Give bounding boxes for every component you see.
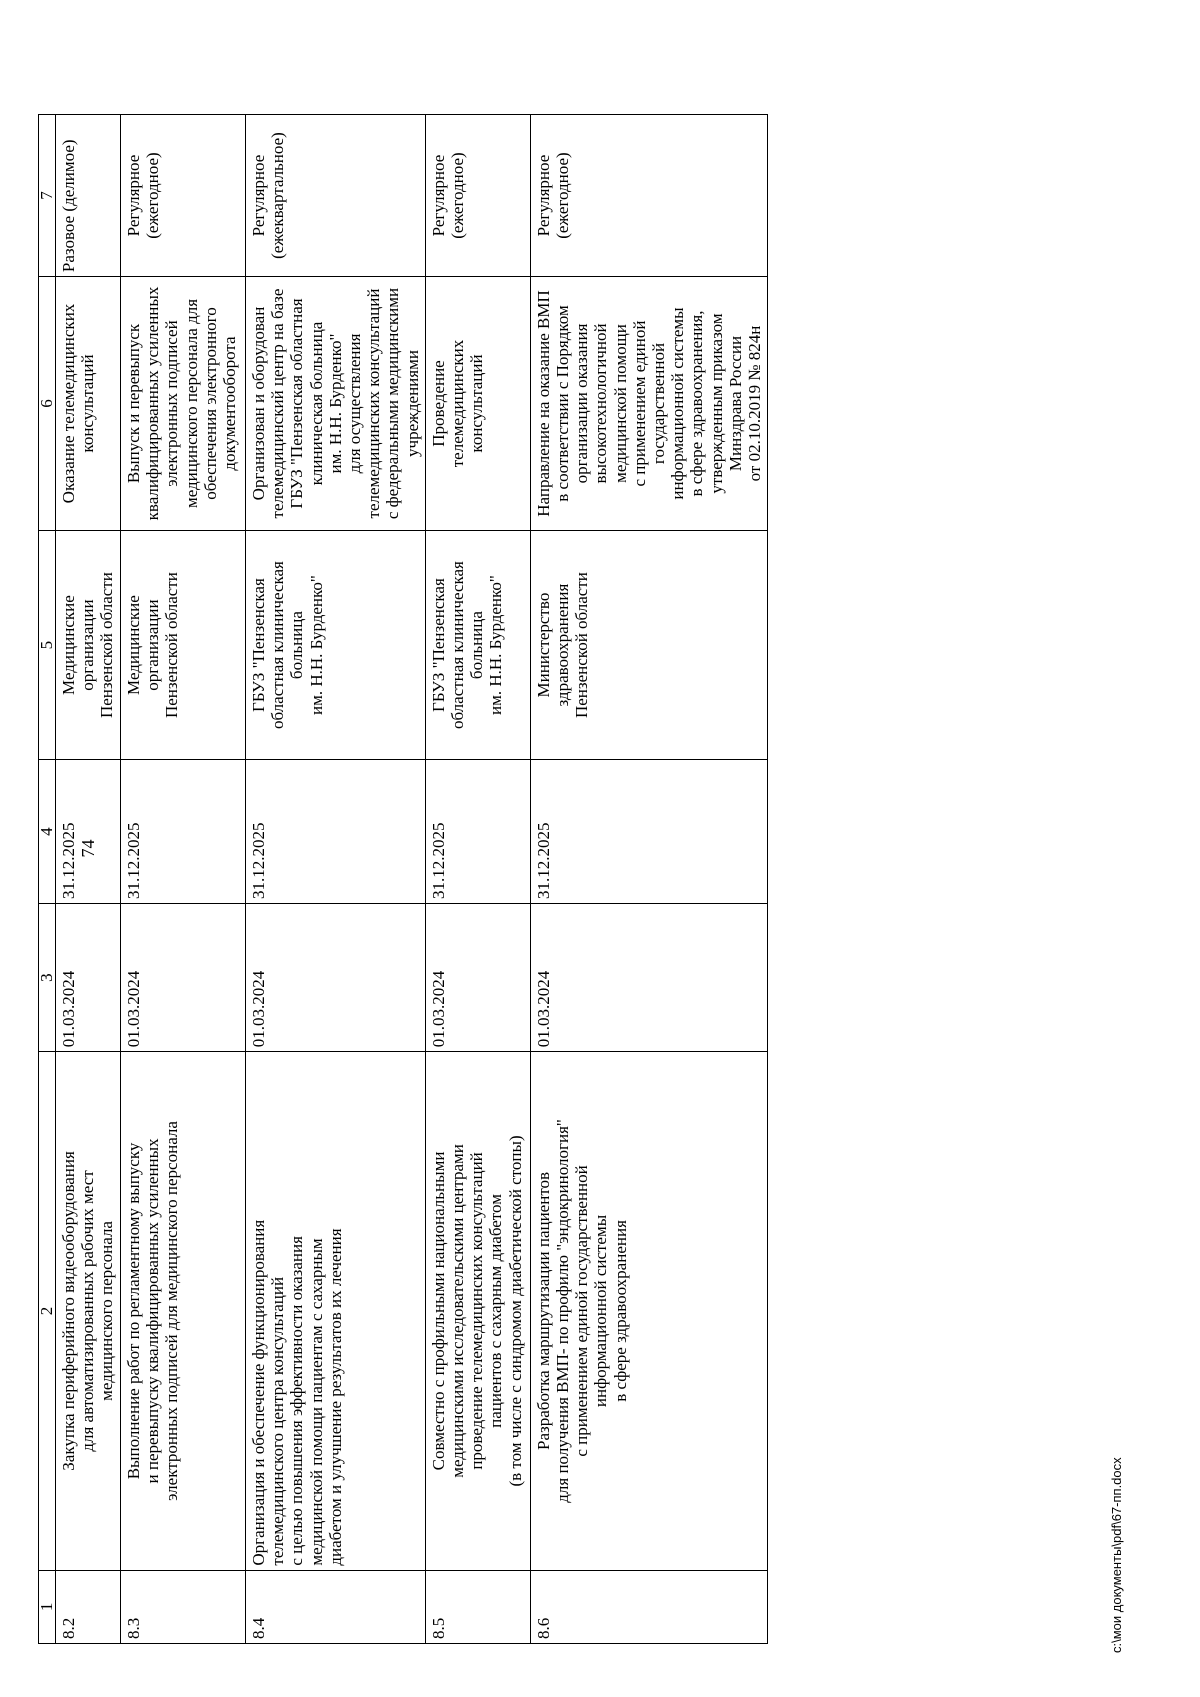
type-cell: Регулярное (ежегодное) — [121, 115, 246, 277]
column-header: 7 — [39, 115, 56, 277]
item-number-cell: 8.5 — [425, 1570, 530, 1643]
result-cell: Проведение телемедицинских консультаций — [425, 277, 530, 531]
executor-cell: ГБУЗ "Пензенская областная клиническая больница им. Н.Н. Бурденко" — [246, 530, 426, 759]
result-cell: Оказание телемедицинских консультаций — [56, 277, 121, 531]
type-cell: Регулярное (ежеквартальное) — [246, 115, 426, 277]
table-row — [246, 115, 426, 1644]
type-cell: Разовое (делимое) — [56, 115, 121, 277]
start-date-cell: 01.03.2024 — [56, 903, 121, 1051]
plan-table — [38, 114, 768, 1644]
page-number: 74 — [78, 839, 98, 858]
task-cell: Совместно с профильными национальными медицинскими исследовательскими центрами проведение телемедицинских консультаций пациентов с сахарным диабетом (в том числе с синдромом диабетической стопы) — [425, 1052, 530, 1570]
task-cell: Закупка периферийного видеооборудования для автоматизированных рабочих мест медицинского персонала — [56, 1052, 121, 1570]
end-date-cell: 31.12.2025 — [530, 760, 767, 904]
type-cell: Регулярное (ежегодное) — [530, 115, 767, 277]
executor-cell: Министерство здравоохранения Пензенской области — [530, 530, 767, 759]
table-row — [56, 115, 121, 1644]
footer-file-path: c:\мои документы\pdf\67-пп.docx — [1109, 1457, 1124, 1653]
end-date-cell: 31.12.2025 — [56, 760, 121, 904]
table-header-row — [39, 115, 56, 1644]
start-date-cell: 01.03.2024 — [121, 903, 246, 1051]
executor-cell: ГБУЗ "Пензенская областная клиническая больница им. Н.Н. Бурденко" — [425, 530, 530, 759]
start-date-cell: 01.03.2024 — [530, 903, 767, 1051]
end-date-cell: 31.12.2025 — [425, 760, 530, 904]
table-row — [425, 115, 530, 1644]
result-cell: Организован и оборудован телемедицинский центр на базе ГБУЗ "Пензенская областная клиническая больница им. Н.Н. Бурденко" для осуществления телемедицинских консультаций с федеральными медицинскими учреждениями — [246, 277, 426, 531]
end-date-cell: 31.12.2025 — [121, 760, 246, 904]
column-header: 6 — [39, 277, 56, 531]
item-number-cell: 8.6 — [530, 1570, 767, 1643]
item-number-cell: 8.2 — [56, 1570, 121, 1643]
end-date-cell: 31.12.2025 — [246, 760, 426, 904]
column-header: 5 — [39, 530, 56, 759]
result-cell: Направление на оказание ВМП в соответствии с Порядком организации оказания высокотехнологичной медицинской помощи с применением единой государственной информационной системы в сфере здравоохранения, утвержденным приказом Минздрава России от 02.10.2019 № 824н — [530, 277, 767, 531]
executor-cell: Медицинские организации Пензенской области — [121, 530, 246, 759]
task-cell: Организация и обеспечение функционирования телемедицинского центра консультаций с целью повышения эффективности оказания медицинской помощи пациентам с сахарным диабетом и улучшение результатов их лечения — [246, 1052, 426, 1570]
item-number-cell: 8.3 — [121, 1570, 246, 1643]
start-date-cell: 01.03.2024 — [246, 903, 426, 1051]
table-row — [121, 115, 246, 1644]
column-header: 2 — [39, 1052, 56, 1570]
executor-cell: Медицинские организации Пензенской области — [56, 530, 121, 759]
task-cell: Разработка маршрутизации пациентов для получения ВМП- по профилю "эндокринология" с применением единой государственной информационной системы в сфере здравоохранения — [530, 1052, 767, 1570]
table-row — [530, 115, 767, 1644]
column-header: 3 — [39, 903, 56, 1051]
item-number-cell: 8.4 — [246, 1570, 426, 1643]
type-cell: Регулярное (ежегодное) — [425, 115, 530, 277]
table-body — [39, 115, 768, 1644]
result-cell: Выпуск и перевыпуск квалифицированных усиленных электронных подписей медицинского персонала для обеспечения электронного документооборота — [121, 277, 246, 531]
column-header: 1 — [39, 1570, 56, 1643]
task-cell: Выполнение работ по регламентному выпуску и перевыпуску квалифицированных усиленных электронных подписей для медицинского персонала — [121, 1052, 246, 1570]
start-date-cell: 01.03.2024 — [425, 903, 530, 1051]
column-header: 4 — [39, 760, 56, 904]
